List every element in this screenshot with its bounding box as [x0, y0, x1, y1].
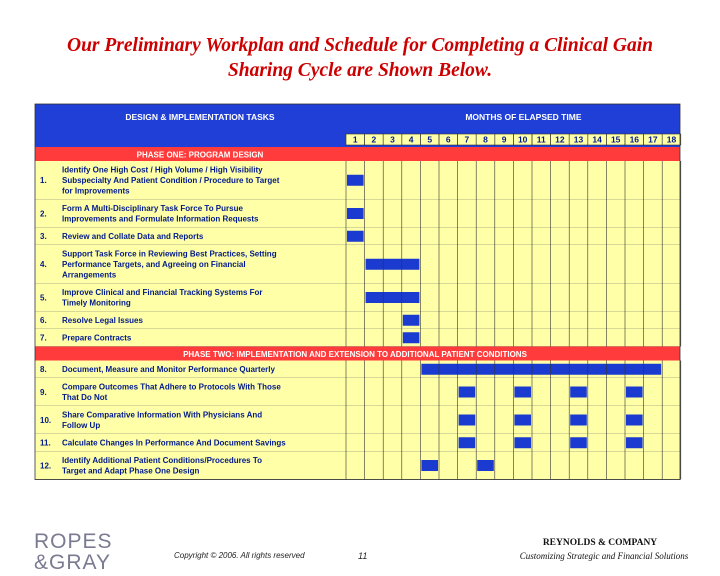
month-label: 9 [501, 134, 507, 145]
schedule-bar [366, 292, 420, 303]
task-label: Resolve Legal Issues [62, 316, 143, 325]
month-label: 10 [517, 134, 528, 145]
title-line-2: Sharing Cycle are Shown Below. [227, 60, 493, 81]
phase-band [35, 147, 680, 161]
title-line-1: Our Preliminary Workplan and Schedule for Completing a Clinical Gain [67, 35, 653, 56]
task-number: 12. [40, 461, 52, 471]
schedule-bar [570, 415, 587, 426]
month-label: 12 [555, 134, 565, 145]
task-label: for Improvements [62, 186, 130, 196]
task-number: 5. [40, 293, 47, 303]
task-label: Form A Multi-Disciplinary Task Force To Pursue [62, 204, 243, 213]
month-label: 1 [352, 134, 358, 145]
month-label: 15 [610, 134, 621, 145]
month-label: 5 [427, 134, 433, 145]
month-label: 13 [573, 134, 584, 145]
task-number: 11. [40, 438, 51, 448]
logo-bottom-text: &GRAY [34, 551, 111, 574]
schedule-bar [570, 387, 587, 398]
phase-label: PHASE TWO: IMPLEMENTATION AND EXTENSION TO ADDITIONAL PATIENT CONDITIONS [183, 350, 527, 359]
schedule-bar [626, 415, 643, 426]
task-label: Follow Up [62, 421, 101, 430]
schedule-bar [347, 175, 364, 186]
task-label: Target and Adapt Phase One Design [62, 466, 200, 476]
task-label: Identify Additional Patient Conditions/Procedures To [62, 456, 263, 465]
task-label: Improve Clinical and Financial Tracking Systems For [62, 288, 263, 297]
schedule-bar [347, 231, 364, 242]
schedule-bar [570, 437, 587, 448]
task-number: 4. [40, 260, 47, 269]
month-label: 8 [483, 134, 488, 145]
month-label: 7 [464, 134, 470, 145]
task-number: 10. [40, 415, 52, 425]
schedule-bar [626, 387, 643, 398]
company-tagline: Customizing Strategic and Financial Solutions [519, 551, 689, 561]
month-label: 17 [648, 134, 658, 145]
schedule-bar [403, 315, 420, 326]
schedule-bar [403, 332, 420, 343]
task-label: That Do Not [62, 393, 108, 402]
schedule-bar [459, 387, 476, 398]
task-label: Review and Collate Data and Reports [62, 232, 204, 241]
month-label: 14 [592, 134, 602, 145]
schedule-bar [459, 437, 476, 448]
schedule-bar [347, 208, 364, 219]
tasks-header-label: DESIGN & IMPLEMENTATION TASKS [125, 112, 275, 122]
task-number: 2. [40, 209, 47, 219]
month-label: 11 [536, 134, 546, 145]
task-label: Support Task Force in Reviewing Best Practices, Setting [62, 249, 277, 259]
task-number: 3. [40, 232, 47, 241]
task-label: Prepare Contracts [62, 333, 132, 343]
task-label: Performance Targets, and Agreeing on Financial [62, 260, 246, 269]
month-label: 18 [666, 134, 677, 145]
schedule-bar [514, 437, 531, 448]
schedule-bar [459, 415, 476, 426]
schedule-bar [514, 415, 531, 426]
task-label: Compare Outcomes That Adhere to Protocols With Those [62, 382, 281, 392]
logo-top-text: ROPES [34, 530, 113, 553]
task-number: 1. [40, 176, 47, 185]
month-label: 16 [629, 134, 640, 145]
month-label: 3 [390, 134, 395, 145]
schedule-bar [626, 437, 643, 448]
page-number: 11 [358, 551, 368, 561]
task-number: 8. [40, 365, 47, 374]
task-number: 7. [40, 333, 47, 343]
task-label: Timely Monitoring [62, 298, 131, 308]
task-label: Calculate Changes In Performance And Document Savings [62, 438, 286, 448]
schedule-bar [514, 387, 531, 398]
task-label: Arrangements [62, 270, 117, 280]
task-label: Subspecialty And Patient Condition / Procedure to Target [62, 176, 280, 185]
task-label: Identify One High Cost / High Volume / High Visibility [62, 165, 263, 175]
month-label: 4 [408, 134, 414, 145]
months-header-label: MONTHS OF ELAPSED TIME [465, 112, 582, 122]
task-number: 6. [40, 316, 47, 325]
schedule-bar [421, 460, 438, 471]
schedule-bar [477, 460, 494, 471]
task-label: Document, Measure and Monitor Performance Quarterly [62, 365, 275, 374]
company-name: REYNOLDS & COMPANY [542, 538, 658, 548]
task-row [35, 329, 680, 347]
copyright-notice: Copyright © 2006. All rights reserved [174, 551, 305, 560]
task-label: Share Comparative Information With Physicians And [62, 410, 263, 420]
month-label: 2 [371, 134, 377, 145]
task-label: Improvements and Formulate Information Requests [62, 214, 259, 224]
ropes-gray-logo [34, 530, 113, 574]
month-label: 6 [445, 134, 451, 145]
schedule-bar [366, 259, 420, 270]
task-number: 9. [40, 387, 47, 397]
phase-label: PHASE ONE: PROGRAM DESIGN [136, 150, 264, 160]
